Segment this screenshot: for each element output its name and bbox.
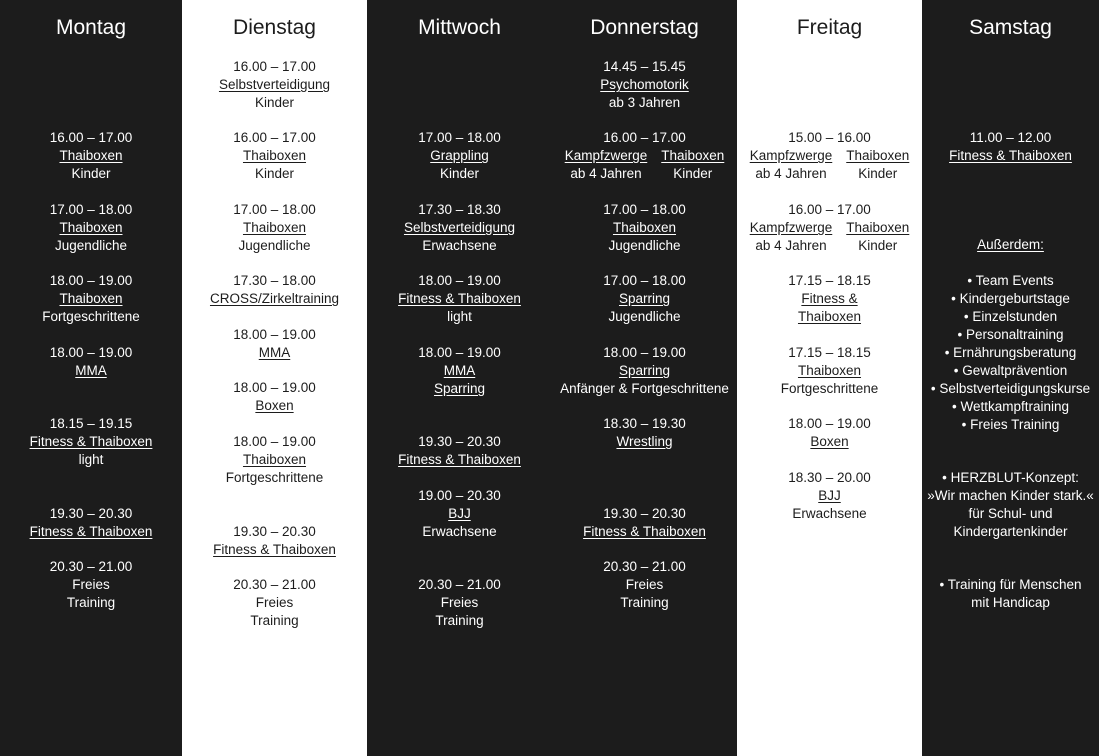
slot-group: Kinder [254, 95, 295, 110]
course-link[interactable]: Fitness & [801, 291, 858, 306]
column-donnerstag [552, 0, 737, 756]
course-link[interactable]: Thaiboxen [242, 452, 307, 467]
course-link[interactable]: Selbstverteidigung [218, 77, 331, 92]
slot-time: 18.00 – 19.00 [788, 416, 871, 431]
slot-dienstag-6 [182, 379, 367, 415]
slot-dienstag-3 [182, 201, 367, 255]
slot-freitag-1 [737, 129, 922, 183]
slot-freitag-3 [737, 272, 922, 326]
course-link[interactable]: Thaiboxen [846, 148, 910, 163]
course-link[interactable]: Fitness & Thaiboxen [949, 148, 1072, 163]
slot-montag-6 [0, 505, 182, 541]
slot-group: Jugendliche [608, 309, 681, 324]
handicap-line: mit Handicap [971, 595, 1050, 610]
slot-time: 11.00 – 12.00 [969, 130, 1052, 145]
slot-dienstag-4 [182, 272, 367, 308]
course-link[interactable]: Selbstverteidigung [403, 220, 516, 235]
slot-samstag-1 [922, 129, 1099, 165]
course-pair-left [750, 147, 833, 183]
slot-group: Anfänger & Fortgeschrittene [560, 381, 729, 396]
slot-donnerstag-3 [552, 201, 737, 255]
slot-group: Fortgeschrittene [780, 381, 879, 396]
extras-item: • Einzelstunden [963, 309, 1058, 324]
slot-time: 20.30 – 21.00 [418, 577, 501, 592]
slot-montag-1 [0, 129, 182, 183]
slot-group: ab 3 Jahren [608, 95, 681, 110]
slot-mittwoch-3 [367, 272, 552, 326]
course-link[interactable]: Fitness & Thaiboxen [29, 524, 153, 539]
slot-time: 18.00 – 19.00 [418, 273, 501, 288]
slot-time: 16.00 – 17.00 [49, 130, 133, 145]
course-link[interactable]: MMA [258, 345, 291, 360]
slot-freitag-5 [737, 415, 922, 451]
slot-text: Freies [440, 595, 479, 610]
course-link[interactable]: CROSS/Zirkeltraining [209, 291, 340, 306]
slot-mittwoch-4 [367, 344, 552, 398]
slot-time: 19.30 – 20.30 [233, 524, 316, 539]
slot-group: Kinder [439, 166, 480, 181]
course-pair [737, 219, 922, 255]
course-pair-right [846, 147, 909, 183]
column-dienstag [182, 0, 367, 756]
course-pair [552, 147, 737, 183]
course-link[interactable]: Sparring [618, 363, 671, 378]
slot-mittwoch-6 [367, 487, 552, 541]
slot-text: Training [66, 595, 116, 610]
slot-mittwoch-2 [367, 201, 552, 255]
slot-donnerstag-7 [552, 505, 737, 541]
course-pair-right [661, 147, 724, 183]
slot-montag-2 [0, 201, 182, 255]
slot-montag-3 [0, 272, 182, 326]
slot-freitag-4 [737, 344, 922, 398]
slot-time: 19.30 – 20.30 [418, 434, 501, 449]
slot-montag-5 [0, 415, 182, 469]
slot-time: 15.00 – 16.00 [788, 130, 871, 145]
slot-time: 17.15 – 18.15 [788, 273, 871, 288]
course-link[interactable]: MMA [75, 363, 107, 378]
slot-freitag-2 [737, 201, 922, 255]
slot-time: 17.00 – 18.00 [49, 202, 133, 217]
slot-dienstag-8 [182, 523, 367, 559]
course-link[interactable]: Fitness & Thaiboxen [583, 524, 706, 539]
extras-list [922, 272, 1099, 434]
slot-time: 18.00 – 19.00 [233, 327, 316, 342]
course-link[interactable]: Kampfzwerge [564, 148, 648, 163]
column-freitag [737, 0, 922, 756]
slot-dienstag-2 [182, 129, 367, 183]
slot-dienstag-1 [182, 58, 367, 112]
course-link[interactable]: Fitness & Thaiboxen [213, 542, 336, 557]
slot-donnerstag-6 [552, 415, 737, 451]
course-link[interactable]: Fitness & Thaiboxen [398, 291, 521, 306]
course-link[interactable]: Thaiboxen [797, 363, 862, 378]
handicap-line: • Training für Menschen [939, 577, 1082, 592]
slot-time: 17.00 – 18.00 [418, 130, 501, 145]
slot-time: 14.45 – 15.45 [603, 59, 686, 74]
day-heading-samstag: Samstag [969, 16, 1052, 39]
slot-time: 18.30 – 20.00 [788, 470, 871, 485]
course-link[interactable]: BJJ [818, 488, 841, 503]
slot-group: Erwachsene [422, 238, 497, 253]
slot-group: Kinder [858, 166, 898, 181]
slot-text: Training [435, 613, 484, 628]
slot-group: light [447, 309, 472, 324]
herzblut-line: • HERZBLUT-Konzept: [942, 470, 1079, 485]
slot-time: 17.30 – 18.00 [233, 273, 316, 288]
slot-group: Erwachsene [422, 524, 497, 539]
course-link[interactable]: Sparring [433, 381, 486, 396]
slot-time: 16.00 – 17.00 [788, 202, 871, 217]
course-pair-left [565, 147, 648, 183]
course-link[interactable]: Thaiboxen [797, 309, 862, 324]
column-montag [0, 0, 182, 756]
slot-time: 18.00 – 19.00 [233, 434, 316, 449]
slot-dienstag-9 [182, 576, 367, 630]
course-link[interactable]: Thaiboxen [59, 148, 123, 163]
extras-item: • Gewaltprävention [953, 363, 1068, 378]
slot-time: 18.00 – 19.00 [418, 345, 501, 360]
slot-group: Jugendliche [238, 238, 311, 253]
day-heading-dienstag: Dienstag [233, 16, 316, 39]
slot-mittwoch-5 [367, 433, 552, 469]
slot-group: Fortgeschrittene [42, 309, 140, 324]
slot-time: 16.00 – 17.00 [233, 59, 316, 74]
extras-item: • Freies Training [961, 417, 1060, 432]
course-link[interactable]: BJJ [448, 506, 471, 521]
slot-group: Kinder [71, 166, 111, 181]
extras-item: • Personaltraining [957, 327, 1064, 342]
slot-time: 18.15 – 19.15 [49, 416, 133, 431]
course-pair-left [750, 219, 833, 255]
slot-time: 17.15 – 18.15 [788, 345, 871, 360]
slot-time: 19.30 – 20.30 [603, 506, 686, 521]
course-link[interactable]: Boxen [255, 398, 294, 413]
day-heading-mittwoch: Mittwoch [418, 16, 501, 39]
course-link[interactable]: Thaiboxen [59, 220, 123, 235]
day-heading-donnerstag: Donnerstag [590, 16, 699, 39]
slot-text: Training [250, 613, 299, 628]
slot-time: 20.30 – 21.00 [49, 559, 133, 574]
slot-donnerstag-8 [552, 558, 737, 612]
slot-time: 20.30 – 21.00 [233, 577, 316, 592]
handicap-training [922, 576, 1099, 612]
course-link[interactable]: Thaiboxen [242, 220, 307, 235]
course-link[interactable]: Sparring [618, 291, 671, 306]
course-link[interactable]: MMA [443, 363, 476, 378]
slot-dienstag-5 [182, 326, 367, 362]
extras-heading-text: Außerdem: [977, 237, 1044, 252]
extras-item: • Ernährungsberatung [944, 345, 1077, 360]
slot-time: 16.00 – 17.00 [233, 130, 316, 145]
herzblut-line: Kindergartenkinder [953, 524, 1068, 539]
slot-group: Kinder [254, 166, 295, 181]
slot-time: 19.00 – 20.30 [418, 488, 501, 503]
course-pair-right [846, 219, 909, 255]
extras-item: • Wettkampftraining [951, 399, 1070, 414]
herzblut-line: für Schul- und [968, 506, 1053, 521]
course-link[interactable]: Boxen [810, 434, 849, 449]
course-link[interactable]: Thaiboxen [661, 148, 725, 163]
slot-time: 20.30 – 21.00 [603, 559, 686, 574]
extras-item: • Selbstverteidigungskurse [930, 381, 1091, 396]
course-link[interactable]: Grappling [430, 148, 489, 163]
slot-text: Training [620, 595, 669, 610]
slot-group: Erwachsene [792, 506, 867, 521]
slot-time: 18.00 – 19.00 [49, 345, 133, 360]
slot-montag-4 [0, 344, 182, 380]
day-heading-montag: Montag [55, 16, 127, 39]
slot-montag-7 [0, 558, 182, 612]
course-pair [737, 147, 922, 183]
slot-time: 19.30 – 20.30 [49, 506, 133, 521]
slot-donnerstag-2 [552, 129, 737, 183]
course-link[interactable]: Fitness & Thaiboxen [29, 434, 153, 449]
herzblut-line: »Wir machen Kinder stark.« [927, 488, 1094, 503]
course-link[interactable]: Kampfzwerge [749, 220, 833, 235]
column-mittwoch [367, 0, 552, 756]
slot-group: ab 4 Jahren [755, 166, 827, 181]
extras-item: • Kindergeburtstage [951, 291, 1070, 306]
slot-time: 18.00 – 19.00 [603, 345, 686, 360]
slot-donnerstag-1 [552, 58, 737, 112]
slot-group: ab 4 Jahren [570, 166, 642, 181]
slot-group: Jugendliche [54, 238, 128, 253]
slot-group: light [78, 452, 104, 467]
slot-time: 18.00 – 19.00 [49, 273, 133, 288]
slot-text: Freies [72, 577, 110, 592]
course-link[interactable]: Kampfzwerge [749, 148, 833, 163]
slot-group: Kinder [858, 238, 898, 253]
slot-time: 17.00 – 18.00 [233, 202, 316, 217]
slot-time: 17.00 – 18.00 [603, 202, 686, 217]
slot-time: 18.30 – 19.30 [603, 416, 686, 431]
course-link[interactable]: Thaiboxen [242, 148, 307, 163]
slot-donnerstag-4 [552, 272, 737, 326]
slot-time: 17.00 – 18.00 [603, 273, 686, 288]
slot-text: Freies [255, 595, 294, 610]
extras-heading [922, 236, 1099, 254]
slot-time: 17.30 – 18.30 [418, 202, 501, 217]
course-link[interactable]: Fitness & Thaiboxen [398, 452, 521, 467]
course-link[interactable]: Wrestling [616, 434, 673, 449]
slot-mittwoch-1 [367, 129, 552, 183]
slot-group: Jugendliche [608, 238, 681, 253]
slot-text: Freies [625, 577, 664, 592]
slot-donnerstag-5 [552, 344, 737, 398]
course-link[interactable]: Psychomotorik [600, 77, 689, 92]
slot-dienstag-7 [182, 433, 367, 487]
slot-freitag-6 [737, 469, 922, 523]
slot-time: 18.00 – 19.00 [233, 380, 316, 395]
slot-group: ab 4 Jahren [755, 238, 827, 253]
day-heading-freitag: Freitag [796, 16, 863, 39]
extras-item: • Team Events [967, 273, 1054, 288]
slot-mittwoch-7 [367, 576, 552, 630]
slot-time: 16.00 – 17.00 [603, 130, 686, 145]
course-link[interactable]: Thaiboxen [846, 220, 910, 235]
slot-group: Fortgeschrittene [225, 470, 324, 485]
course-link[interactable]: Thaiboxen [59, 291, 123, 306]
slot-group: Kinder [673, 166, 713, 181]
column-samstag [922, 0, 1099, 756]
course-link[interactable]: Thaiboxen [612, 220, 677, 235]
herzblut-concept [922, 469, 1099, 541]
